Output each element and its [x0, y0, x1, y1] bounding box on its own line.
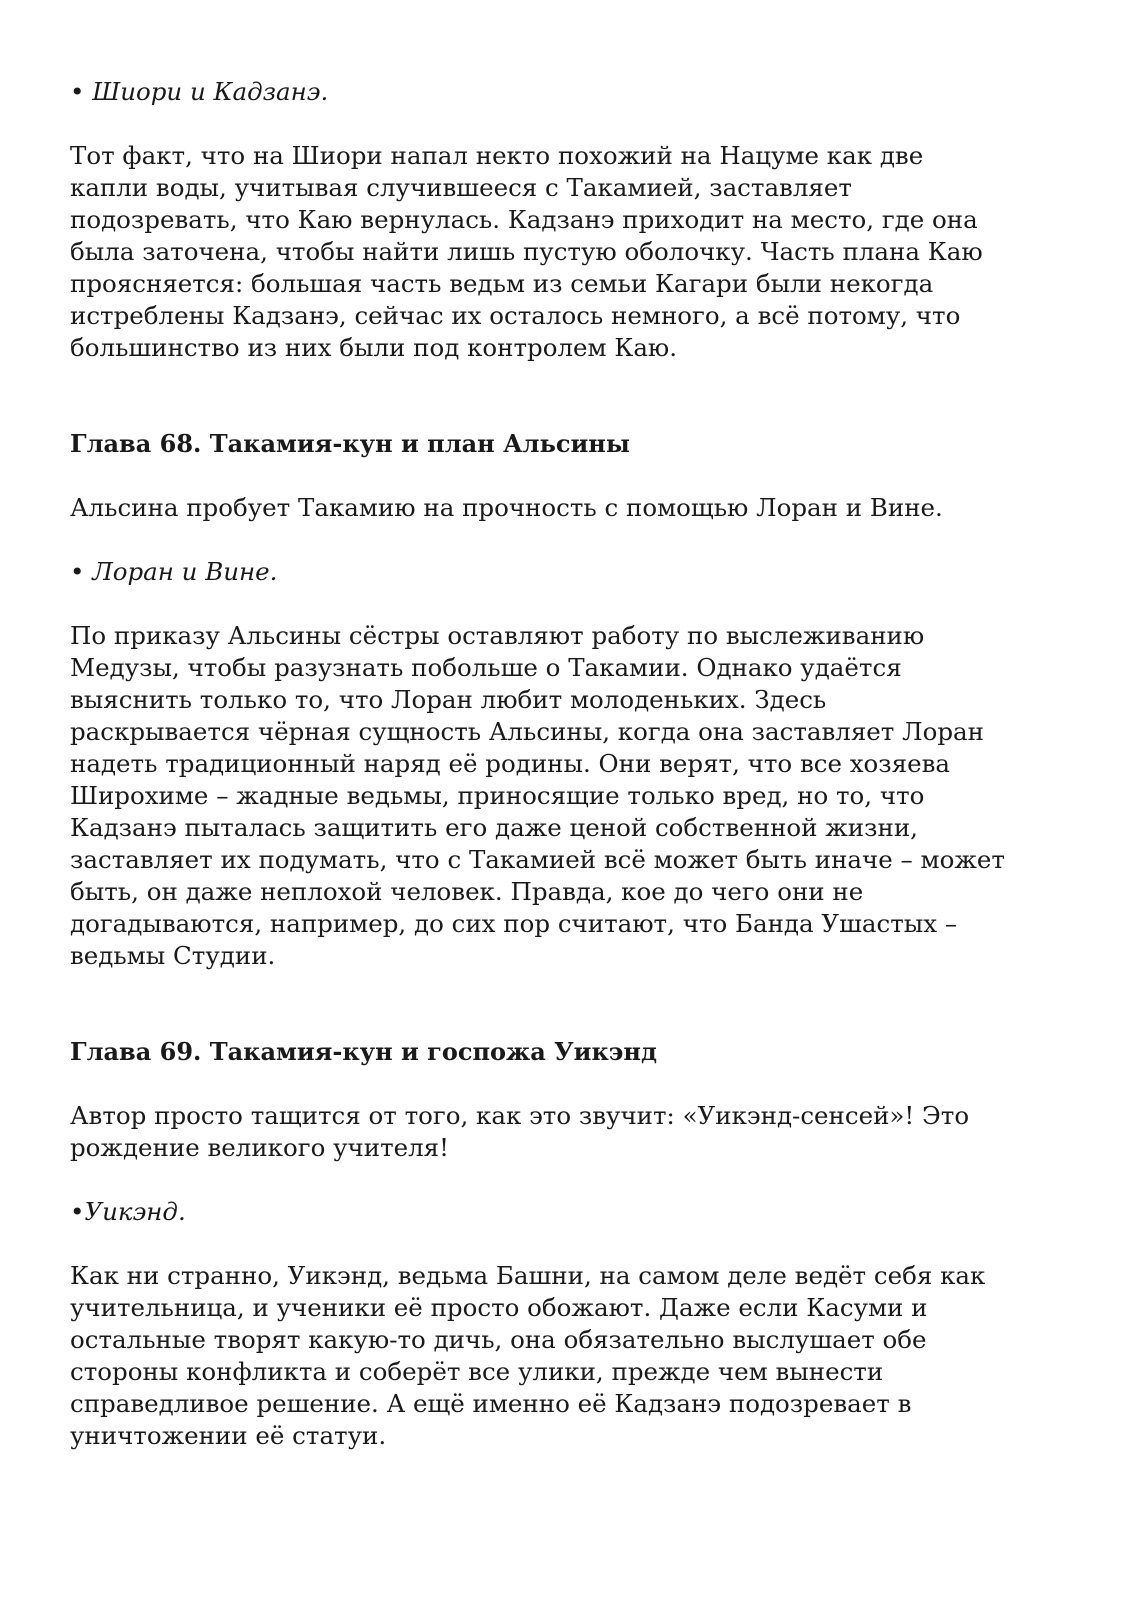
text-line: догадываются, например, до сих пор считают, что Банда Ушастых –: [70, 909, 958, 938]
bullet-item-loran-vine: • Лоран и Вине.: [70, 557, 278, 586]
paragraph-weekend: [70, 1260, 1080, 1452]
paragraph-sisters: [70, 620, 1080, 972]
bullet-item-weekend: •Уикэнд.: [70, 1197, 186, 1226]
text-line: учительница, и ученики её просто обожают. Даже если Касуми и: [70, 1293, 928, 1322]
text-line: Широхиме – жадные ведьмы, приносящие только вред, но то, что: [70, 781, 925, 810]
text-line: Как ни странно, Уикэнд, ведьма Башни, на самом деле ведёт себя как: [70, 1261, 986, 1290]
bullet-text: Шиори и Кадзанэ.: [92, 77, 329, 106]
text-line: надеть традиционный наряд её родины. Они верят, что все хозяева: [70, 749, 951, 778]
text-line: раскрывается чёрная сущность Альсины, когда она заставляет Лоран: [70, 717, 984, 746]
text-line: Медузы, чтобы разузнать побольше о Такамии. Однако удаётся: [70, 653, 902, 682]
text-line: выяснить только то, что Лоран любит молоденьких. Здесь: [70, 685, 827, 714]
text-line: Тот факт, что на Шиори напал некто похожий на Нацуме как две: [70, 141, 924, 170]
text-line: была заточена, чтобы найти лишь пустую оболочку. Часть плана Каю: [70, 237, 983, 266]
text-line: истреблены Кадзанэ, сейчас их осталось немного, а всё потому, что: [70, 301, 961, 330]
text-line: ведьмы Студии.: [70, 941, 276, 970]
paragraph-alsina-intro: [70, 492, 1080, 524]
text-line: уничтожении её статуи.: [70, 1421, 387, 1450]
text-line: справедливое решение. А ещё именно её Кадзанэ подозревает в: [70, 1389, 912, 1418]
text-line: Автор просто тащится от того, как это звучит: «Уикэнд-сенсей»! Это: [70, 1101, 970, 1130]
text-line: подозревать, что Каю вернулась. Кадзанэ приходит на место, где она: [70, 205, 978, 234]
text-line: большинство из них были под контролем Каю.: [70, 333, 678, 362]
bullet-text: Уикэнд.: [84, 1197, 186, 1226]
paragraph-weekend-intro: [70, 1100, 1080, 1164]
text-line: рождение великого учителя!: [70, 1133, 449, 1162]
bullet-text: Лоран и Вине.: [92, 557, 278, 586]
text-line: остальные творят какую-то дичь, она обязательно выслушает обе: [70, 1325, 927, 1354]
bullet-item-shiori-kadzane: • Шиори и Кадзанэ.: [70, 77, 329, 106]
text-line: заставляет их подумать, что с Такамией всё может быть иначе – может: [70, 845, 1005, 874]
chapter-heading-68: Глава 68. Такамия-кун и план Альсины: [70, 429, 630, 458]
text-line: По приказу Альсины сёстры оставляют работу по выслеживанию: [70, 621, 925, 650]
text-line: быть, он даже неплохой человек. Правда, кое до чего они не: [70, 877, 864, 906]
text-line: Альсина пробует Такамию на прочность с помощью Лоран и Вине.: [70, 493, 943, 522]
document-page: [70, 76, 1080, 1452]
paragraph-shiori: [70, 140, 1080, 364]
chapter-heading-69: Глава 69. Такамия-кун и госпожа Уикэнд: [70, 1037, 657, 1066]
text-line: стороны конфликта и соберёт все улики, прежде чем вынести: [70, 1357, 884, 1386]
text-line: проясняется: большая часть ведьм из семьи Кагари были некогда: [70, 269, 934, 298]
text-line: Кадзанэ пыталась защитить его даже ценой собственной жизни,: [70, 813, 918, 842]
text-line: капли воды, учитывая случившееся с Такамией, заставляет: [70, 173, 852, 202]
